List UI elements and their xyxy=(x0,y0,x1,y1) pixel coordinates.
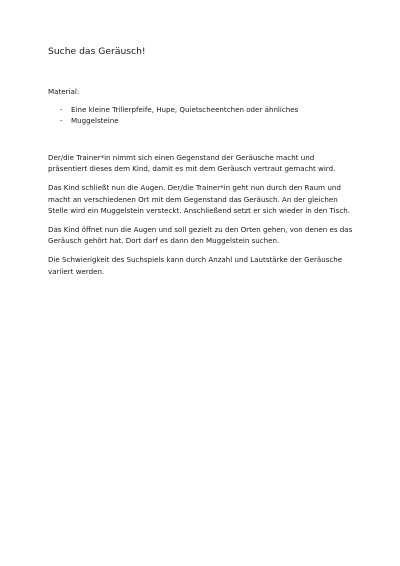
material-item: - Muggelsteine xyxy=(60,115,298,126)
instructions-body xyxy=(48,152,354,285)
instruction-paragraph: Die Schwierigkeit des Suchspiels kann durch Anzahl und Lautstärke der Geräusche variiert werden. xyxy=(48,255,343,276)
instruction-paragraph: Das Kind öffnet nun die Augen und soll gezielt zu den Orten gehen, von denen es das Geräusch gehört hat. Dort darf es dann den Muggelstein suchen. xyxy=(48,225,353,246)
instruction-paragraph: Der/die Trainer*in nimmt sich einen Gegenstand der Geräusche macht und präsentiert dieses dem Kind, damit es mit dem Geräusch vertraut gemacht wird. xyxy=(48,153,336,174)
material-item: - Eine kleine Trillerpfeife, Hupe, Quietscheentchen oder ähnliches xyxy=(60,104,298,115)
instruction-paragraph: Das Kind schließt nun die Augen. Der/die Trainer*in geht nun durch den Raum und macht an verschiedenen Ort mit dem Gegenstand das Geräusch. An der gleichen Stelle wird ein Muggelstein versteckt. Anschließend setzt er sich wieder in den Tisch. xyxy=(48,183,350,215)
material-list xyxy=(60,104,298,126)
document-title: Suche das Geräusch! xyxy=(48,46,146,57)
material-label: Material: xyxy=(48,87,80,96)
